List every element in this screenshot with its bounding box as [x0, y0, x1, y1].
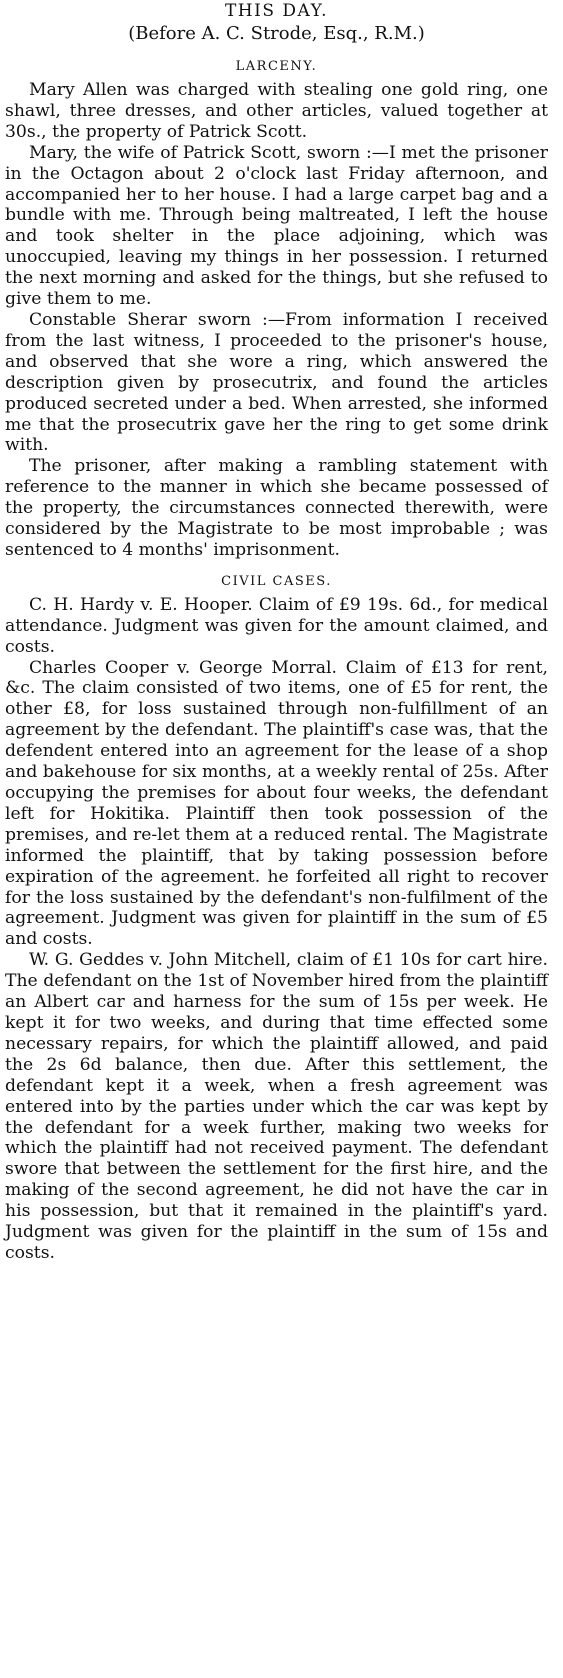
paragraph: The prisoner, after making a rambling statement with reference to the manner in which she became possessed of the property, the circumstances connected therewith, were considered by the Magistrate to be most improbable ; was sentenced to 4 months' imprisonment. — [5, 456, 548, 560]
paragraph: Constable Sherar sworn :—From information I received from the last witness, I proceeded to the prisoner's house, and observed that she wore a ring, which answered the description given by prosecutrix, and found the articles produced secreted under a bed. When arrested, she informed me that the prosecutrix gave her the ring to get some drink with. — [5, 309, 548, 456]
paragraph: W. G. Geddes v. John Mitchell, claim of £1 10s for cart hire. The defendant on the 1st of November hired from the plaintiff an Albert car and harness for the sum of 15s per week. He kept it for two weeks, and during that time effected some necessary repairs, for which the plaintiff allowed, and paid the 2s 6d balance, then due. After this settlement, the defendant kept it a week, when a fresh agreement was entered into by the parties under which the car was kept by the defendant for a week further, making two weeks for which the plaintiff had not received payment. The defendant swore that between the settlement for the first hire, and the making of the second agreement, he did not have the car in his possession, but that it remained in the plaintiff's yard. Judgment was given for the plaintiff in the sum of 15s and costs. — [5, 950, 548, 1263]
section-title: LARCENY. — [235, 59, 318, 74]
section-larceny — [5, 58, 548, 561]
page-subtitle: (Before A. C. Strode, Esq., R.M.) — [128, 23, 425, 44]
paragraph: C. H. Hardy v. E. Hooper. Claim of £9 19s. 6d., for medical attendance. Judgment was given for the amount claimed, and costs. — [5, 594, 548, 657]
paragraph: Charles Cooper v. George Morral. Claim of £13 for rent, &c. The claim consisted of two items, one of £5 for rent, the other £8, for loss sustained through non-fulfillment of an agreement by the defendant. The plaintiff's case was, that the defendent entered into an agreement for the lease of a shop and bakehouse for six months, at a weekly rental of 25s. After occupying the premises for about four weeks, the defendant left for Hokitika. Plaintiff then took possession of the premises, and re-let them at a reduced rental. The Magistrate informed the plaintiff, that by taking possession before expiration of the agreement. he forfeited all right to recover for the loss sustained by the defendant's non-fulfilment of the agreement. Judgment was given for plaintiff in the sum of £5 and costs. — [5, 657, 548, 950]
section-title: CIVIL CASES. — [221, 573, 332, 589]
page-title: THIS DAY. — [224, 1, 329, 21]
paragraph: Mary, the wife of Patrick Scott, sworn :—I met the prisoner in the Octagon about 2 o'clock last Friday afternoon, and accompanied her to her house. I had a large carpet bag and a bundle with me. Through being maltreated, I left the house and took shelter in the place adjoining, which was unoccupied, leaving my things in her possession. I returned the next morning and asked for the things, but she refused to give them to me. — [5, 142, 548, 310]
section-civil-cases — [5, 573, 548, 1264]
paragraph: Mary Allen was charged with stealing one gold ring, one shawl, three dresses, and other articles, valued together at 30s., the property of Patrick Scott. — [5, 80, 548, 142]
